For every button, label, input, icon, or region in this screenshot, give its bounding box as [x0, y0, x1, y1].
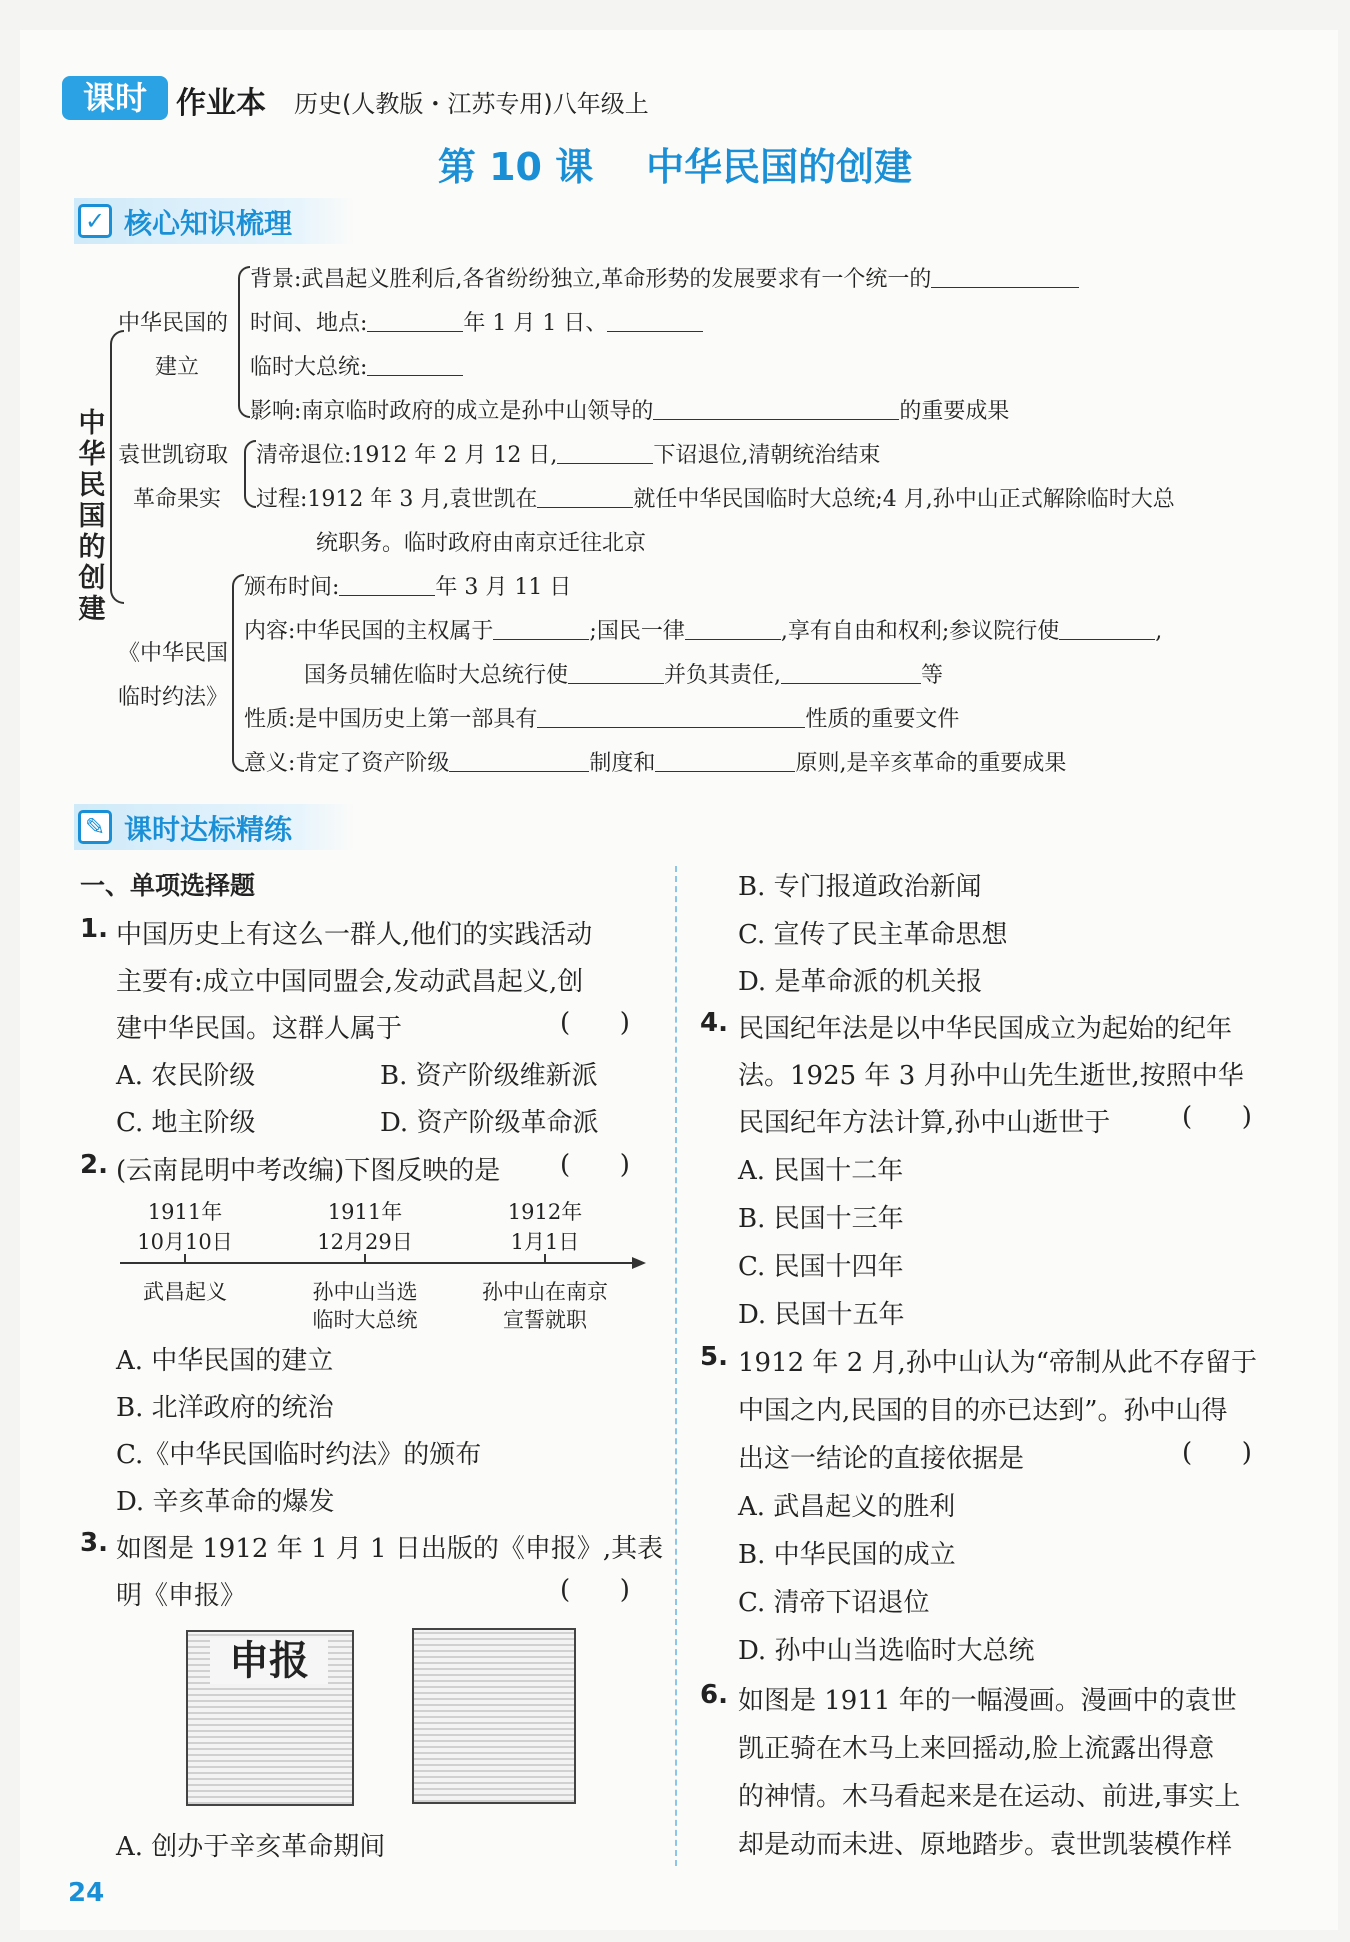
question-number: 2.	[80, 1150, 108, 1180]
question-number: 3.	[80, 1528, 108, 1558]
date-line: 颁布时间: 年 3 月 11 日	[244, 575, 572, 600]
question-line: 的神情。木马看起来是在运动、前进,事实上	[738, 1782, 1241, 1812]
background-line: 背景:武昌起义胜利后,各省纷纷独立,革命形势的发展要求有一个统一的	[250, 262, 1079, 293]
option: C.《中华民国临时约法》的颁布	[116, 1440, 482, 1470]
answer-paren: ( )	[560, 1575, 630, 1605]
timeline-event: 孙中山当选	[312, 1280, 418, 1304]
check-square-icon: ✓	[78, 204, 112, 238]
question-line: 如图是 1912 年 1 月 1 日出版的《申报》,其表	[116, 1534, 664, 1564]
timeline-event: 武昌起义	[143, 1280, 227, 1304]
newspaper-image-2	[412, 1628, 576, 1804]
option: A. 民国十二年	[738, 1156, 904, 1186]
timeline-year: 1912年	[507, 1200, 583, 1224]
question-line: 1912 年 2 月,孙中山认为“帝制从此不存留于	[738, 1348, 1258, 1378]
logo-badge: 课时	[62, 76, 168, 120]
section-banner-practice	[74, 804, 354, 850]
question-line: 明《申报》	[116, 1581, 247, 1611]
question-line: 中国历史上有这么一群人,他们的实践活动	[116, 920, 593, 950]
option: D. 孙中山当选临时大总统	[738, 1636, 1035, 1666]
option: C. 宣传了民主革命思想	[738, 920, 1008, 950]
page-number: 24	[68, 1878, 105, 1908]
branch-label-yuan-2: 革命果实	[133, 487, 222, 512]
answer-paren: ( )	[560, 1150, 630, 1180]
content-line: 内容:中华民国的主权属于 ;国民一律 ,享有自由和权利;参议院行使 ,	[244, 619, 1163, 644]
option: A. 创办于辛亥革命期间	[116, 1832, 386, 1862]
time-place-line: 时间、地点: 年 1 月 1 日、	[250, 306, 703, 337]
option: A. 中华民国的建立	[116, 1346, 334, 1376]
option: B. 北洋政府的统治	[116, 1393, 334, 1423]
question-line: 凯正骑在木马上来回摇动,脸上流露出得意	[738, 1734, 1215, 1764]
option: D. 是革命派的机关报	[738, 967, 983, 997]
content-line-2: 国务员辅佐临时大总统行使 并负其责任, 等	[304, 663, 944, 688]
section-banner-knowledge	[74, 198, 354, 244]
impact-line: 影响:南京临时政府的成立是孙中山领导的 的重要成果	[250, 399, 1010, 424]
book-subtitle: 历史(人教版・江苏专用)八年级上	[294, 90, 649, 118]
option: C. 清帝下诏退位	[738, 1588, 930, 1618]
option: C. 民国十四年	[738, 1252, 904, 1282]
question-line: (云南昆明中考改编)下图反映的是	[116, 1156, 501, 1186]
question-line: 法。1925 年 3 月孙中山先生逝世,按照中华	[738, 1061, 1244, 1091]
timeline-event: 宣誓就职	[503, 1308, 587, 1332]
question-line: 民国纪年法是以中华民国成立为起始的纪年	[738, 1014, 1233, 1044]
option: A. 农民阶级	[116, 1061, 256, 1091]
option: D. 资产阶级革命派	[380, 1108, 599, 1138]
president-line: 临时大总统:	[250, 350, 463, 381]
timeline-event: 孙中山在南京	[482, 1280, 608, 1304]
yuan-brace	[244, 440, 256, 508]
lesson-title: 第 10 课 中华民国的创建	[437, 145, 913, 189]
pencil-square-icon: ✎	[78, 810, 112, 844]
newspaper-image-1	[186, 1630, 354, 1806]
option: B. 资产阶级维新派	[380, 1061, 598, 1091]
branch-label-establish: 中华民国的	[118, 311, 229, 336]
question-number: 5.	[700, 1342, 728, 1372]
timeline-year: 1911年	[147, 1200, 223, 1224]
answer-paren: ( )	[1182, 1438, 1252, 1468]
option: C. 地主阶级	[116, 1108, 256, 1138]
timeline-date: 12月29日	[317, 1230, 413, 1254]
question-line: 如图是 1911 年的一幅漫画。漫画中的袁世	[738, 1686, 1237, 1716]
newspaper-masthead: 申报	[210, 1638, 328, 1684]
establish-brace	[238, 266, 250, 418]
process-line: 过程:1912 年 3 月,袁世凯在 就任中华民国临时大总统;4 月,孙中山正式解除临时大总	[256, 487, 1175, 512]
abdication-line: 清帝退位:1912 年 2 月 12 日, 下诏退位,清朝统治结束	[256, 443, 881, 468]
option: D. 辛亥革命的爆发	[116, 1487, 335, 1517]
branch-label-establish-2: 建立	[155, 355, 200, 380]
section-title: 核心知识梳理	[124, 207, 293, 240]
branch-label-yuan: 袁世凯窃取	[118, 443, 229, 468]
timeline-date: 1月1日	[510, 1230, 580, 1254]
part-title: 一、单项选择题	[80, 871, 256, 900]
section-title: 课时达标精练	[124, 813, 293, 846]
question-line: 主要有:成立中国同盟会,发动武昌起义,创	[116, 967, 584, 997]
timeline-date: 10月10日	[137, 1230, 233, 1254]
nature-line: 性质:是中国历史上第一部具有 性质的重要文件	[244, 707, 960, 732]
branch-label-constitution: 《中华民国	[118, 641, 229, 666]
option: B. 专门报道政治新闻	[738, 872, 982, 902]
answer-paren: ( )	[560, 1008, 630, 1038]
question-number: 6.	[700, 1680, 728, 1710]
question-line: 民国纪年方法计算,孙中山逝世于	[738, 1108, 1111, 1138]
timeline-event: 临时大总统	[312, 1308, 418, 1332]
constitution-brace	[232, 574, 244, 772]
question-line: 却是动而未进、原地踏步。袁世凯装模作样	[738, 1830, 1233, 1860]
timeline-year: 1911年	[327, 1200, 403, 1224]
process-line-2: 统职务。临时政府由南京迁往北京	[316, 531, 647, 556]
question-line: 出这一结论的直接依据是	[738, 1444, 1025, 1474]
logo-text: 作业本	[176, 86, 266, 121]
option: D. 民国十五年	[738, 1300, 905, 1330]
tree-root-title: 中华民国的创建	[78, 408, 106, 625]
question-number: 1.	[80, 914, 108, 944]
option: B. 民国十三年	[738, 1204, 904, 1234]
question-number: 4.	[700, 1008, 728, 1038]
timeline-axis	[118, 1252, 648, 1274]
answer-paren: ( )	[1182, 1102, 1252, 1132]
meaning-line: 意义:肯定了资产阶级 制度和 原则,是辛亥革命的重要成果	[244, 751, 1067, 776]
question-line: 建中华民国。这群人属于	[116, 1014, 403, 1044]
option: B. 中华民国的成立	[738, 1540, 956, 1570]
branch-label-constitution-2: 临时约法》	[118, 685, 229, 710]
option: A. 武昌起义的胜利	[738, 1492, 956, 1522]
column-divider	[675, 866, 677, 1866]
question-line: 中国之内,民国的目的亦已达到”。孙中山得	[738, 1396, 1228, 1426]
